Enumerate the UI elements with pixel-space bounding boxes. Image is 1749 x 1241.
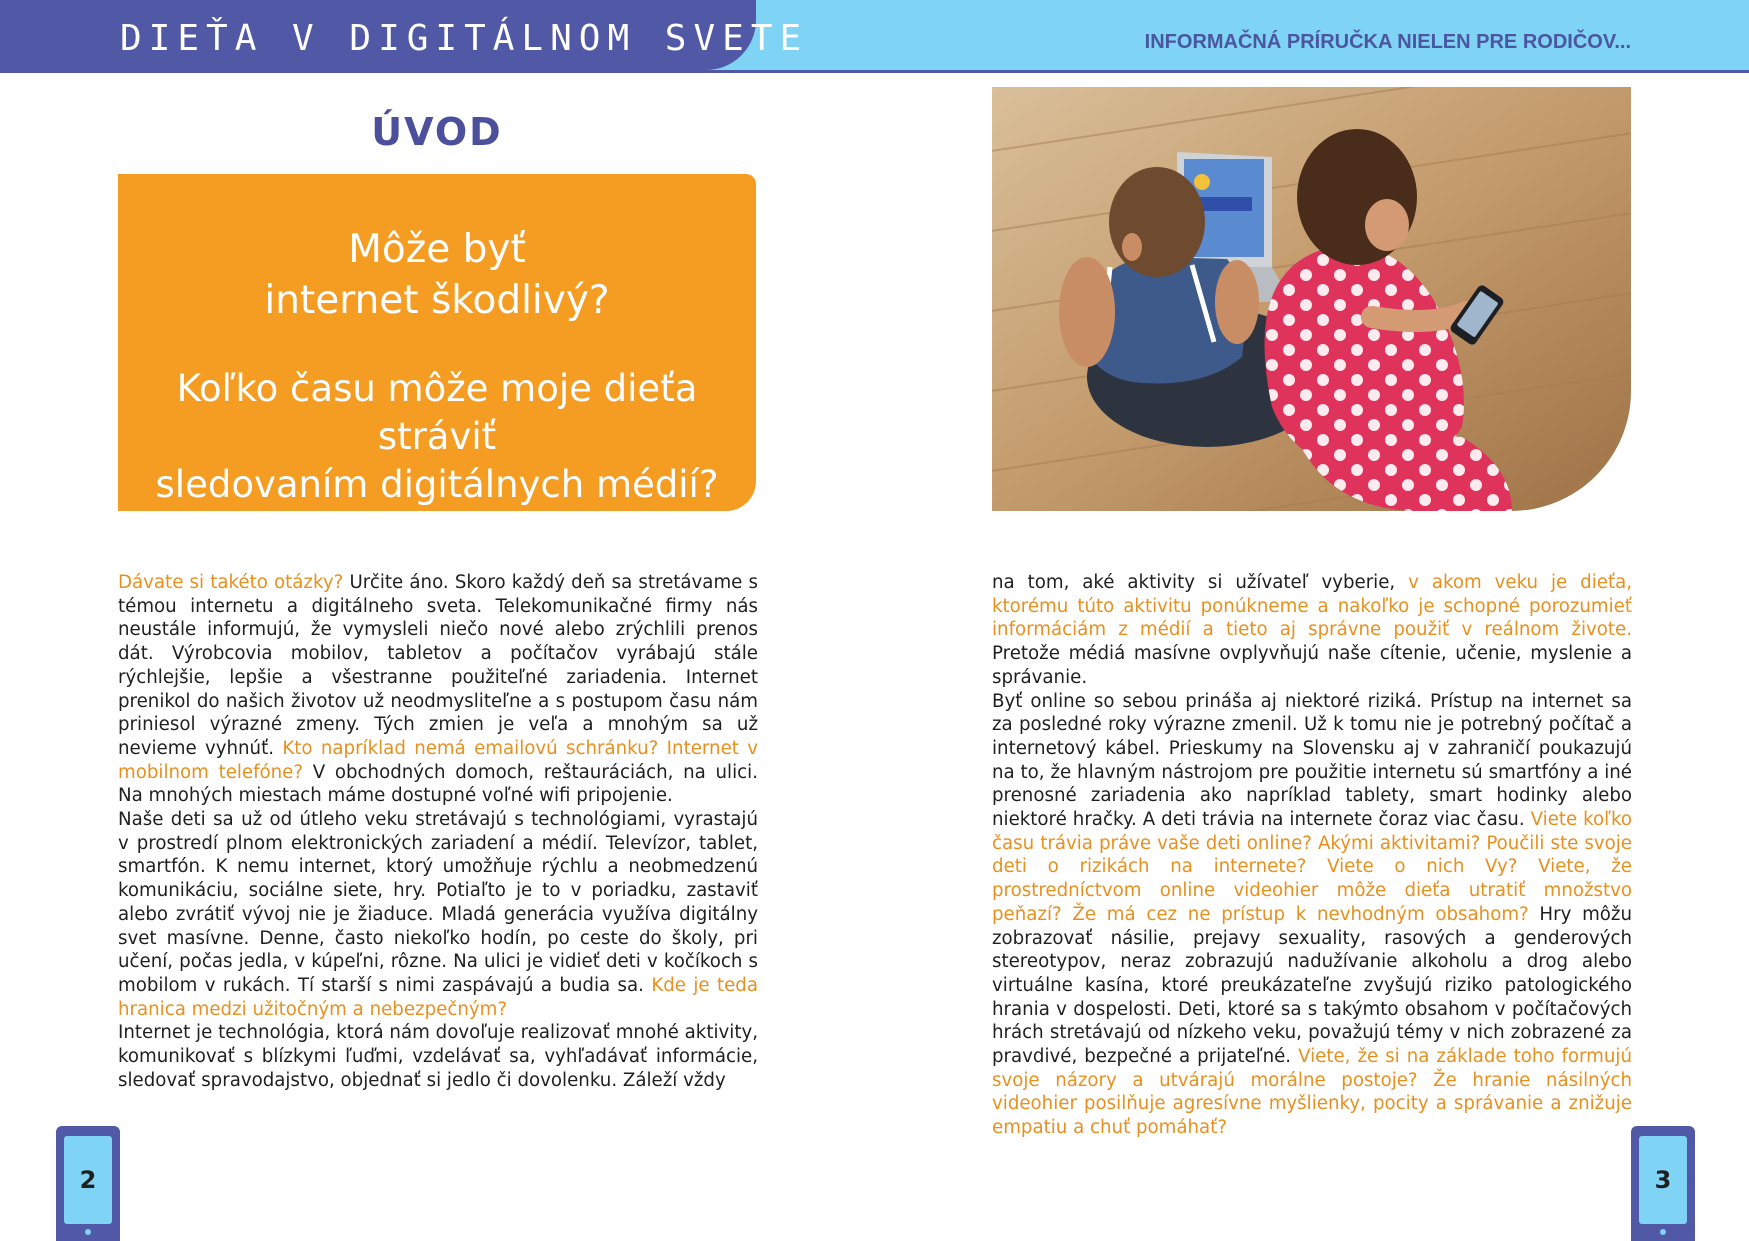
question-1-line-1: Môže byť bbox=[348, 227, 526, 272]
highlight-text: Kto napríklad nemá emailovú schránku? Internet v mobilnom telefóne? bbox=[118, 737, 758, 783]
smartphone-icon bbox=[1639, 1136, 1687, 1224]
page-number-right bbox=[1631, 1126, 1695, 1241]
body-text: Naše deti sa už od útleho veku stretávajú s technológiami, vyrastajú v prostredí plnom elektronických zariadení a médií. Televízor, tablet, smartfón. K nemu internet, ktorý umožňuje rýchlu a neobmedzenú komunikáciu, sociálne siete, hry. Potiaľto je to v poriadku, zastaviť alebo zvrátiť vývoj nie je žiaduce. Mladá generácia využíva digitálny svet masívne. Denne, často niekoľko hodín, po ceste do školy, pri učení, počas jedla, v kúpeľni, rôzne. Na ulici je vidieť deti v kočíkoch s mobilom v rukách. Tí starší s nimi zaspávajú a budia sa. bbox=[118, 809, 758, 996]
body-text: Internet je technológia, ktorá nám dovoľuje realizovať mnohé aktivity, komunikovať s blízkymi ľuďmi, vzdelávať sa, vyhľadávať informácie, sledovať spravodajstvo, objednať si jedlo či dovolenku. Záleží vždy bbox=[118, 1022, 758, 1091]
left-column-text bbox=[118, 571, 758, 1092]
publication-subtitle: INFORMAČNÁ PRÍRUČKA NIELEN PRE RODIČOV... bbox=[1144, 31, 1631, 53]
phone-home-button bbox=[1660, 1229, 1666, 1235]
header-divider bbox=[0, 70, 1749, 73]
question-box bbox=[118, 174, 756, 511]
children-photo bbox=[992, 87, 1631, 511]
question-1 bbox=[118, 224, 756, 326]
smartphone-icon bbox=[64, 1136, 112, 1224]
page-number-label: 3 bbox=[1654, 1166, 1672, 1194]
highlight-text: Viete, že si na základe toho formujú svoje názory a utvárajú morálne postoje? Že hranie násilných videohier posilňuje agresívne myšlienky, pocity a správanie a znižuje empatiu a chuť pomáhať? bbox=[992, 1046, 1633, 1139]
body-text: Pretože médiá masívne ovplyvňujú naše cítenie, učenie, myslenie a správanie. bbox=[992, 643, 1632, 688]
body-text: Byť online so sebou prináša aj niektoré riziká. Prístup na internet sa za posledné roky výrazne zmenil. Už k tomu nie je potrebný počítač a internetový kábel. Prieskumy na Slovensku aj v zahraničí poukazujú na to, že hlavným nástrojom pre použitie internetu sú smartfóny a iné prenosné zariadenia ako napríklad tablety, smart hodinky alebo niektoré hračky. A deti trávia na internete čoraz viac času. bbox=[992, 690, 1632, 831]
highlight-text: Dávate si takéto otázky? bbox=[118, 572, 344, 593]
page-number-label: 2 bbox=[79, 1166, 97, 1194]
right-column-text bbox=[992, 571, 1632, 1140]
highlight-text: Kde je teda hranica medzi užitočným a nebezpečným? bbox=[118, 974, 758, 1020]
page-number-left bbox=[56, 1126, 120, 1241]
question-2-line-2: sledovaním digitálnych médií? bbox=[155, 463, 719, 506]
question-2-line-1: Koľko času môže moje dieťa stráviť bbox=[176, 367, 698, 458]
body-text: Hry môžu zobrazovať násilie, prejavy sexuality, rasových a genderových stereotypov, neraz zobrazujú nadužívanie alkoholu a drog alebo virtuálne kasína, ktoré preukázateľne zvyšujú riziko patologického hrania v dospelosti. Deti, ktoré sa s takýmto obsahom v počítačových hrách stretávajú od nízkeho veku, považujú témy v nich zobrazené za pravdivé, bezpečné a prijateľné. bbox=[992, 903, 1632, 1068]
body-text: Určite áno. Skoro každý deň sa stretávame s témou internetu a digitálneho sveta. Telekomunikačné firmy nás neustále informujú, že vymysleli niečo nové alebo zrýchlili prenos dát. Výrobcovia mobilov, tabletov a počítačov vyrábajú stále rýchlejšie, lepšie a všestranne použiteľné zariadenia. Internet prenikol do našich životov už neodmysliteľne a s postupom času nám priniesol výrazné zmeny. Tých zmien je veľa a mnohým sa už nevieme vyhnúť. bbox=[118, 572, 758, 759]
section-title: ÚVOD bbox=[371, 110, 503, 154]
highlight-text: v akom veku je dieťa, ktorému túto aktivitu ponúkneme a nakoľko je schopné porozumieť informáciám z médií a tieto aj správne použiť v reálnom živote. bbox=[992, 572, 1632, 641]
question-1-line-2: internet škodlivý? bbox=[264, 278, 610, 323]
question-2 bbox=[118, 365, 756, 509]
highlight-text: Viete koľko času trávia práve vaše deti online? Akými aktivitami? Poučili ste svoje deti o rizikách na internete? Viete o nich Vy? Viete, že prostredníctvom online videohier môže dieťa utratiť množstvo peňazí? Že má cez ne prístup k nevhodným obsahom? bbox=[992, 809, 1632, 925]
publication-title: DIEŤA V DIGITÁLNOM SVETE bbox=[120, 18, 809, 59]
phone-home-button bbox=[85, 1229, 91, 1235]
body-text: na tom, aké aktivity si užívateľ vyberie, bbox=[992, 572, 1409, 593]
body-text: V obchodných domoch, reštauráciách, na ulici. Na mnohých miestach máme dostupné voľné wifi pripojenie. bbox=[118, 761, 758, 807]
